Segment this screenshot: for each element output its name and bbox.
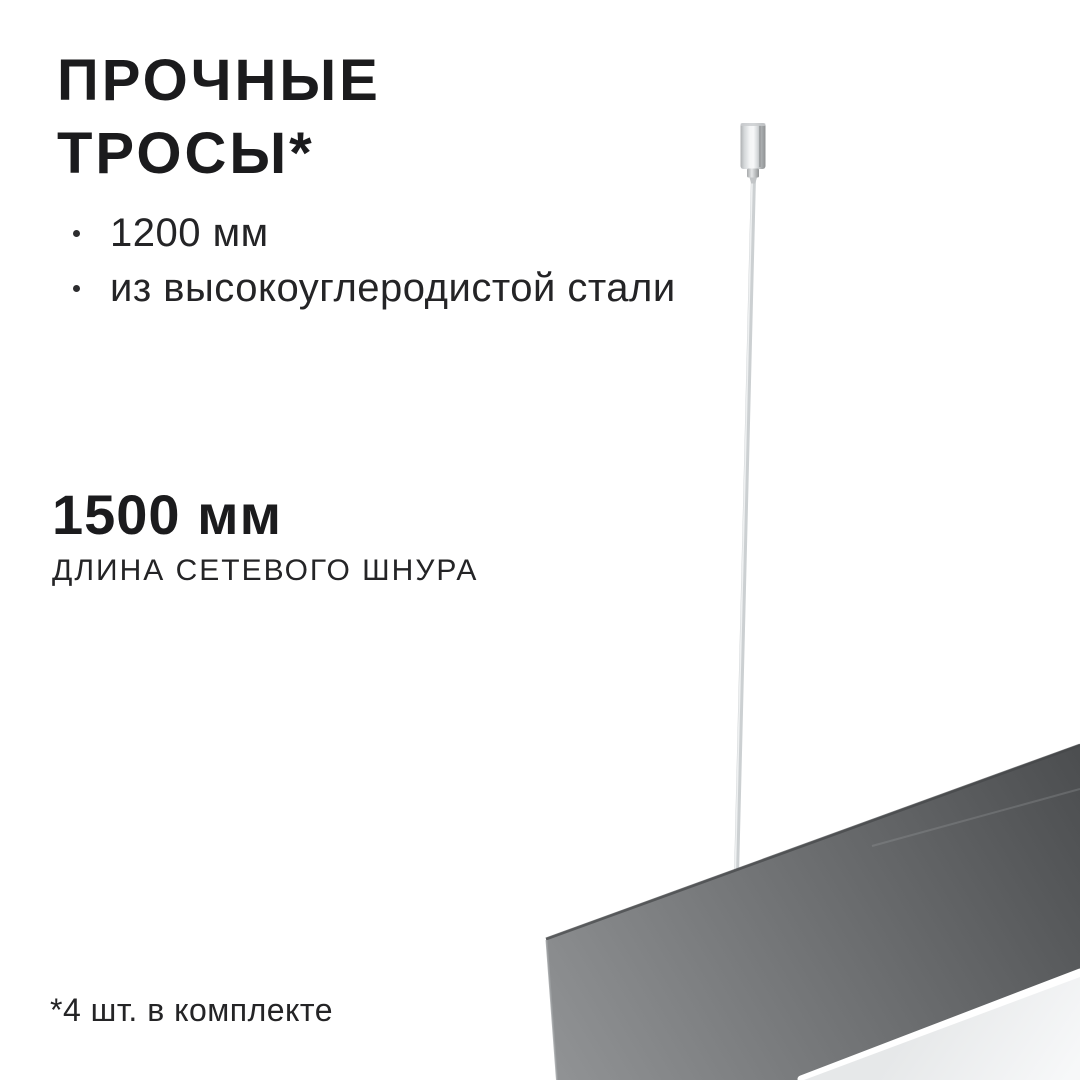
spec-value: 1500 мм bbox=[52, 483, 282, 546]
led-panel bbox=[546, 744, 1080, 1080]
cable-gripper bbox=[741, 123, 766, 184]
list-item bbox=[73, 211, 676, 255]
list-item bbox=[73, 266, 676, 310]
page-title bbox=[57, 44, 381, 190]
bullet-dot-icon bbox=[73, 285, 80, 292]
footnote: *4 шт. в комплекте bbox=[50, 992, 333, 1028]
feature-list bbox=[73, 211, 676, 321]
bullet-text: 1200 мм bbox=[110, 210, 269, 255]
cord-length-spec bbox=[52, 484, 478, 588]
bullet-dot-icon bbox=[73, 230, 80, 237]
suspension-cable bbox=[735, 176, 753, 876]
spec-label: ДЛИНА СЕТЕВОГО ШНУРА bbox=[52, 554, 479, 587]
title-line-2: ТРОСЫ* bbox=[57, 121, 315, 186]
title-line-1: ПРОЧНЫЕ bbox=[57, 48, 381, 113]
bullet-text: из высокоуглеродистой стали bbox=[110, 265, 676, 310]
